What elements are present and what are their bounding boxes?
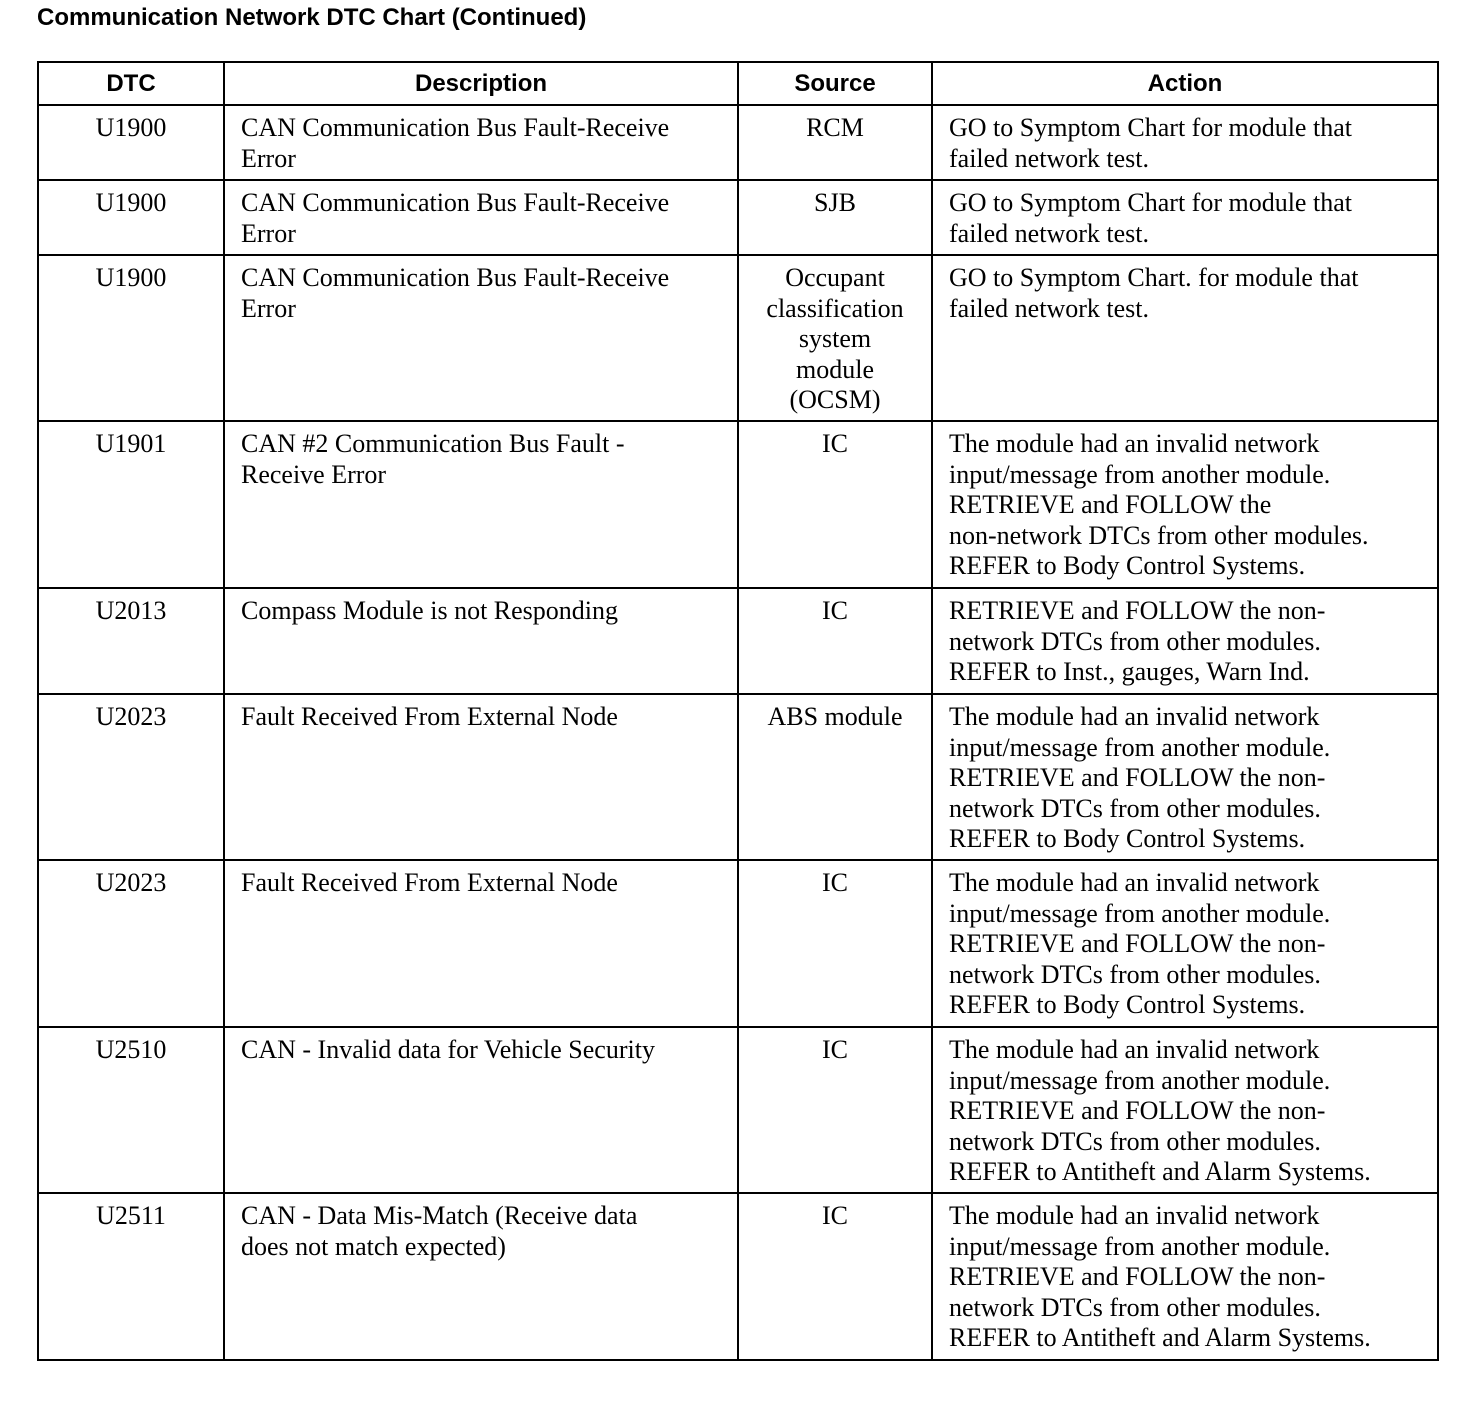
table-row [38, 180, 1438, 255]
cell-dtc: U1900 [38, 255, 224, 421]
cell-dtc: U1900 [38, 105, 224, 180]
table-row [38, 860, 1438, 1027]
cell-action: GO to Symptom Chart for module that failed network test. [932, 180, 1438, 255]
cell-dtc: U1901 [38, 421, 224, 588]
cell-source: IC [738, 588, 932, 694]
cell-action: GO to Symptom Chart for module that failed network test. [932, 105, 1438, 180]
cell-description: Fault Received From External Node [224, 860, 738, 1027]
cell-dtc: U2511 [38, 1193, 224, 1360]
dtc-table [37, 61, 1439, 1361]
cell-source: IC [738, 860, 932, 1027]
cell-dtc: U2023 [38, 694, 224, 860]
cell-action: The module had an invalid network input/message from another module. RETRIEVE and FOLLOW the non- network DTCs from other modules. REFER to Antitheft and Alarm Systems. [932, 1193, 1438, 1360]
cell-dtc: U2023 [38, 860, 224, 1027]
cell-description: CAN - Data Mis-Match (Receive data does not match expected) [224, 1193, 738, 1360]
cell-source: SJB [738, 180, 932, 255]
cell-action: GO to Symptom Chart. for module that failed network test. [932, 255, 1438, 421]
cell-description: CAN Communication Bus Fault-Receive Error [224, 255, 738, 421]
table-row [38, 694, 1438, 860]
cell-source: IC [738, 421, 932, 588]
cell-source: RCM [738, 105, 932, 180]
table-row [38, 588, 1438, 694]
cell-source: Occupant classification system module (OCSM) [738, 255, 932, 421]
table-row [38, 421, 1438, 588]
cell-action: The module had an invalid network input/message from another module. RETRIEVE and FOLLOW the non- network DTCs from other modules. REFER to Body Control Systems. [932, 694, 1438, 860]
cell-action: The module had an invalid network input/message from another module. RETRIEVE and FOLLOW the non-network DTCs from other modules. REFER to Body Control Systems. [932, 421, 1438, 588]
table-row [38, 1193, 1438, 1360]
page-title: Communication Network DTC Chart (Continued) [37, 4, 587, 31]
cell-dtc: U1900 [38, 180, 224, 255]
cell-dtc: U2013 [38, 588, 224, 694]
header-description: Description [224, 62, 738, 105]
cell-description: CAN #2 Communication Bus Fault - Receive Error [224, 421, 738, 588]
cell-action: The module had an invalid network input/message from another module. RETRIEVE and FOLLOW the non- network DTCs from other modules. REFER to Body Control Systems. [932, 860, 1438, 1027]
cell-description: Fault Received From External Node [224, 694, 738, 860]
table-header-row [38, 62, 1438, 105]
cell-description: CAN - Invalid data for Vehicle Security [224, 1027, 738, 1193]
cell-description: CAN Communication Bus Fault-Receive Error [224, 180, 738, 255]
cell-description: Compass Module is not Responding [224, 588, 738, 694]
header-source: Source [738, 62, 932, 105]
table-row [38, 255, 1438, 421]
header-action: Action [932, 62, 1438, 105]
cell-source: IC [738, 1193, 932, 1360]
cell-action: RETRIEVE and FOLLOW the non- network DTCs from other modules. REFER to Inst., gauges, Warn Ind. [932, 588, 1438, 694]
header-dtc: DTC [38, 62, 224, 105]
cell-action: The module had an invalid network input/message from another module. RETRIEVE and FOLLOW the non- network DTCs from other modules. REFER to Antitheft and Alarm Systems. [932, 1027, 1438, 1193]
cell-source: ABS module [738, 694, 932, 860]
cell-description: CAN Communication Bus Fault-Receive Error [224, 105, 738, 180]
table-row [38, 1027, 1438, 1193]
cell-source: IC [738, 1027, 932, 1193]
table-row [38, 105, 1438, 180]
cell-dtc: U2510 [38, 1027, 224, 1193]
